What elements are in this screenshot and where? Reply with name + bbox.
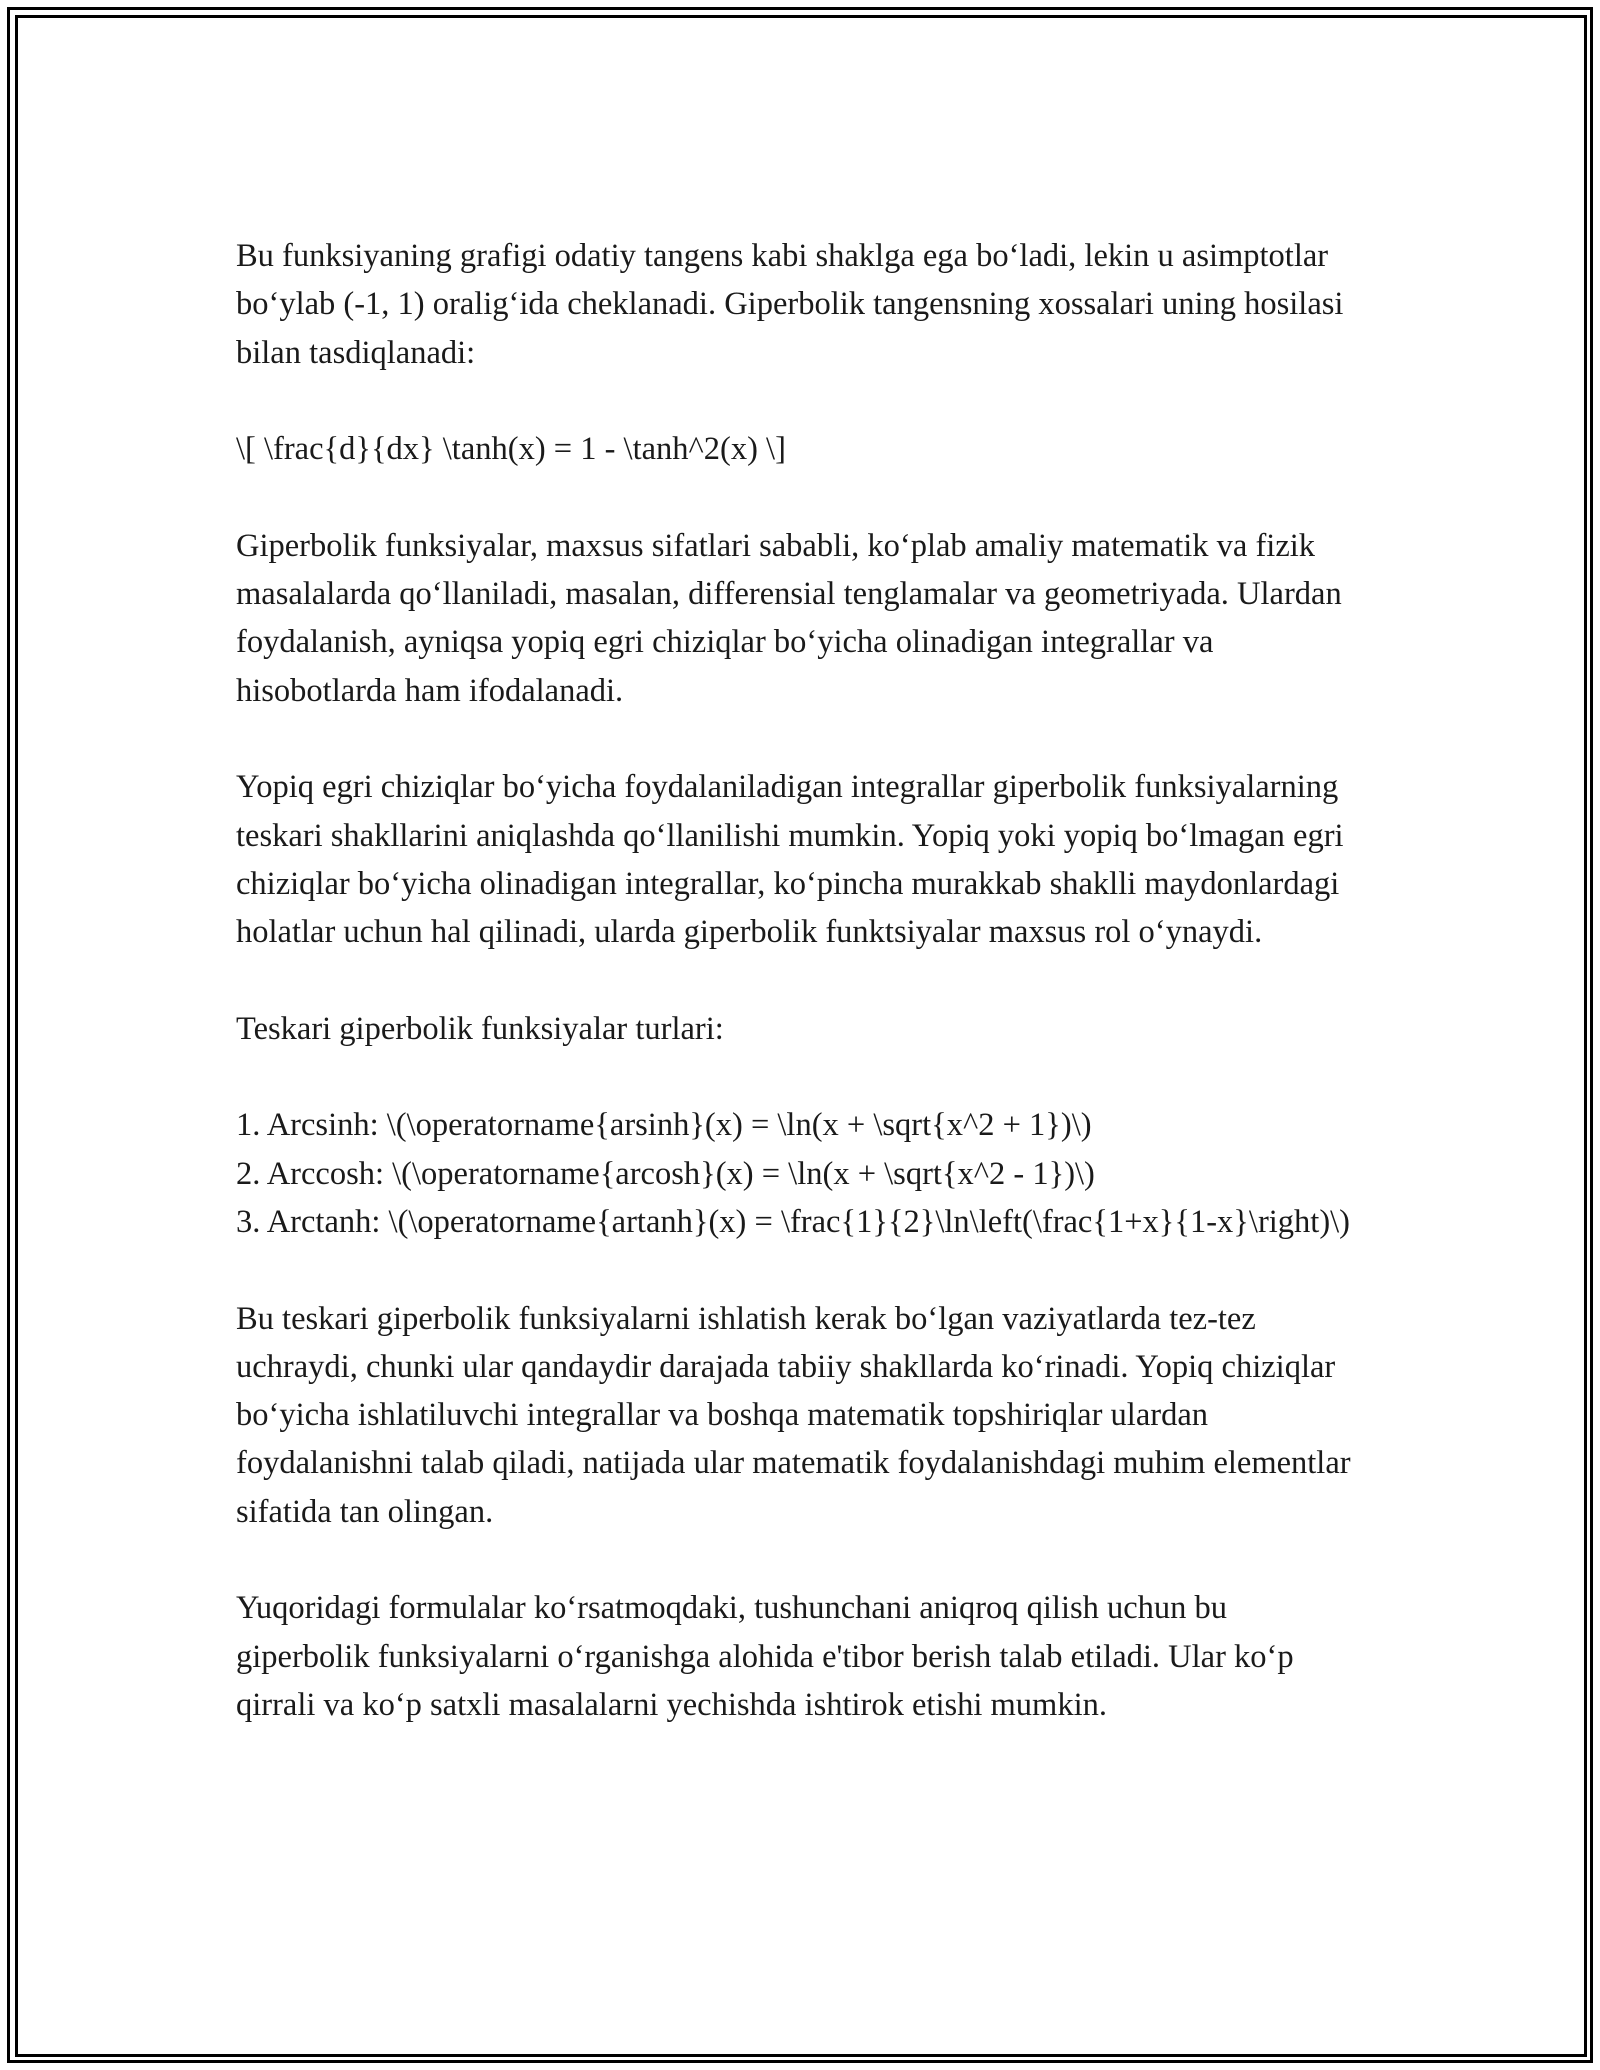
paragraph-closed-curve-integrals: Yopiq egri chiziqlar bo‘yicha foydalaniladigan integrallar giperbolik funksiyalarning teskari shakllarini aniqlashda qo‘llanilishi mumkin. Yopiq yoki yopiq bo‘lmagan egri chiziqlar bo‘yicha olinadigan integrallar, ko‘pincha murakkab shaklli maydonlardagi holatlar uchun hal qilinadi, ularda giperbolik funktsiyalar maxsus rol o‘ynaydi. [236, 769, 1344, 951]
paragraph-tanh-graph: Bu funksiyaning grafigi odatiy tangens kabi shaklga ega bo‘ladi, lekin u asimptotlar bo‘ylab (-1, 1) oralig‘ida cheklanadi. Giperbolik tangensning xossalari uning hosilasi bilan tasdiqlanadi: [236, 238, 1344, 371]
list-item-arccosh: 2. Arccosh: \(\operatorname{arcosh}(x) = \ln(x + \sqrt{x^2 - 1})\) [236, 1155, 1095, 1192]
formula-tanh-derivative: \[ \frac{d}{dx} \tanh(x) = 1 - \tanh^2(x) \] [236, 431, 786, 468]
paragraph-hyperbolic-applications: Giperbolik funksiyalar, maxsus sifatlari sababli, ko‘plab amaliy matematik va fizik masalalarda qo‘llaniladi, masalan, differensial tenglamalar va geometriyada. Ulardan foydalanish, ayniqsa yopiq egri chiziqlar bo‘yicha olinadigan integrallar va hisobotlarda ham ifodalanadi. [236, 527, 1342, 709]
paragraph-inverse-usage: Bu teskari giperbolik funksiyalarni ishlatish kerak bo‘lgan vaziyatlarda tez-tez uchraydi, chunki ular qandaydir darajada tabiiy shakllarda ko‘rinadi. Yopiq chiziqlar bo‘yicha ishlatiluvchi integrallar va boshqa matematik topshiriqlar ulardan foydalanishni talab qiladi, natijada ular matematik foydalanishdagi muhim elementlar sifatida tan olingan. [236, 1300, 1351, 1530]
inverse-functions-list [236, 1101, 1366, 1246]
paragraph-inverse-types-heading: Teskari giperbolik funksiyalar turlari: [236, 1010, 724, 1047]
list-item-arcsinh: 1. Arcsinh: \(\operatorname{arsinh}(x) = \ln(x + \sqrt{x^2 + 1})\) [236, 1107, 1092, 1144]
list-item-arctanh: 3. Arctanh: \(\operatorname{artanh}(x) = \frac{1}{2}\ln\left(\frac{1+x}{1-x}\right)\) [236, 1203, 1350, 1240]
paragraph-conclusion: Yuqoridagi formulalar ko‘rsatmoqdaki, tushunchani aniqroq qilish uchun bu giperbolik funksiyalarni o‘rganishga alohida e'tibor berish talab etiladi. Ular ko‘p qirrali va ko‘p satxli masalalarni yechishda ishtirok etishi mumkin. [236, 1590, 1294, 1723]
document-body [236, 232, 1366, 1729]
